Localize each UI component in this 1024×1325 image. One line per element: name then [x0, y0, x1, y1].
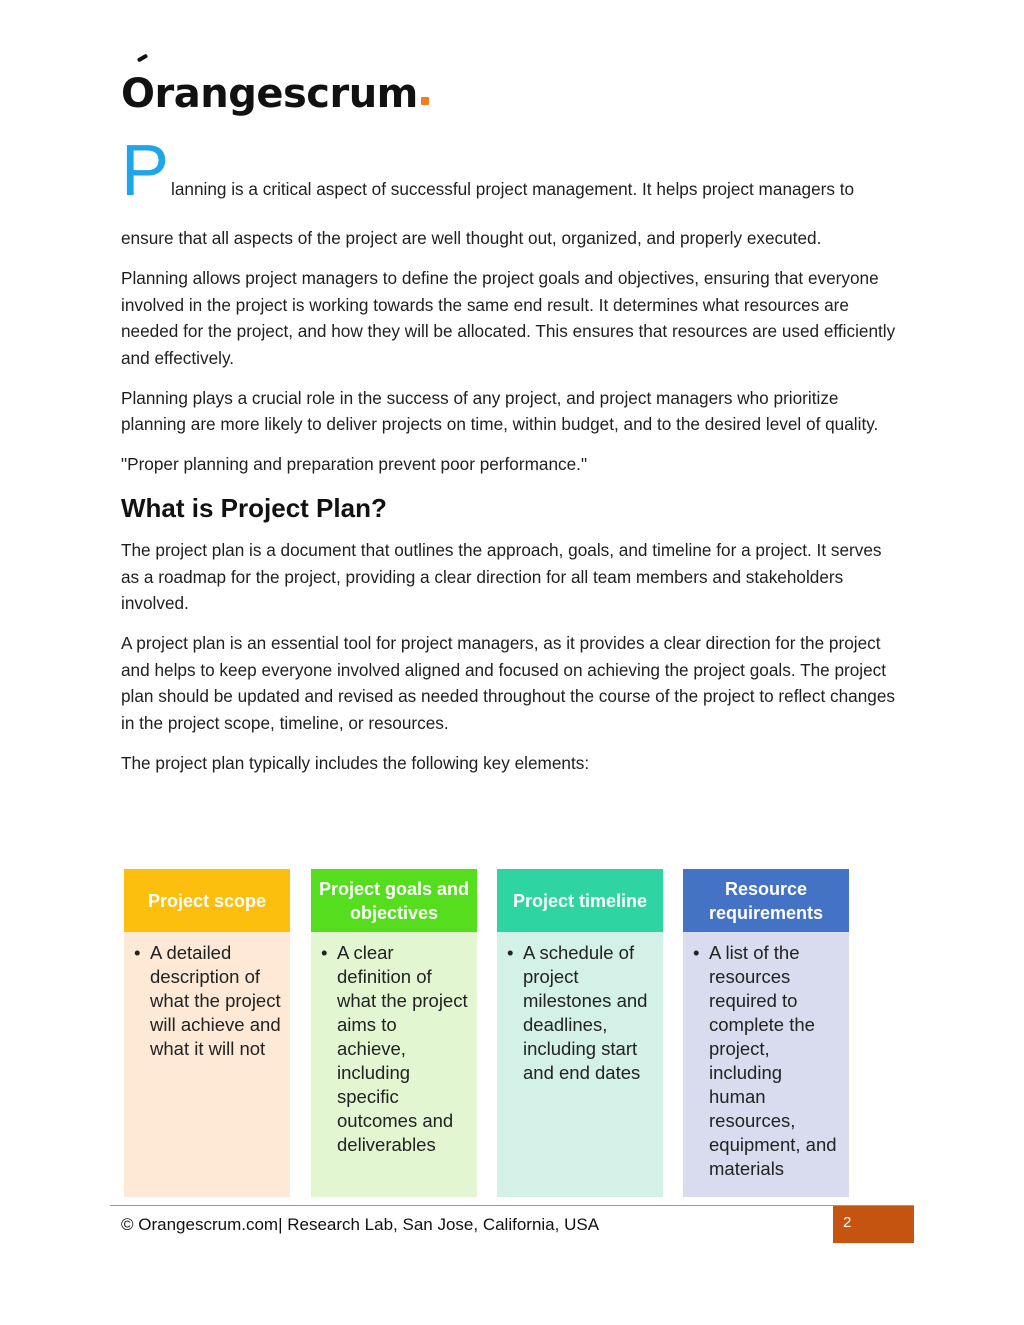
paragraph-key-elements-intro: The project plan typically includes the following key elements:	[121, 752, 590, 773]
quote-paragraph: "Proper planning and preparation prevent poor performance."	[121, 454, 588, 474]
brand-name: Orangescrum	[121, 71, 418, 117]
card-body	[683, 932, 849, 1197]
key-elements-diagram	[124, 869, 850, 1197]
card-text: A schedule of project milestones and deadlines, including start and end dates	[523, 942, 648, 1083]
dropcap-letter: P	[121, 131, 170, 211]
card-bullet-item	[507, 941, 655, 1085]
page-number-badge: 2	[833, 1206, 914, 1243]
card-bullet-item	[693, 941, 841, 1181]
bullet-icon: •	[321, 942, 328, 963]
footer-copyright: © Orangescrum.com| Research Lab, San Jose, California, USA	[121, 1215, 600, 1234]
card-resource-requirements	[683, 869, 849, 1197]
card-text: A list of the resources required to complete the project, including human resources, equipment, and materials	[709, 942, 837, 1179]
card-title: Project timeline	[497, 869, 663, 932]
card-project-timeline	[497, 869, 663, 1197]
paragraph-plan-definition: The project plan is a document that outlines the approach, goals, and timeline for a project. It serves as a roadmap for the project, providing a clear direction for all team members and stakeholders involved.	[121, 540, 882, 613]
card-body	[497, 932, 663, 1197]
card-bullet-item	[321, 941, 469, 1157]
card-title: Project scope	[124, 869, 290, 932]
page-content	[121, 131, 901, 790]
brand-logo	[121, 56, 429, 117]
card-body	[311, 932, 477, 1197]
intro-continuation: ensure that all aspects of the project are well thought out, organized, and properly executed.	[121, 228, 822, 248]
paragraph-planning-goals: Planning allows project managers to define the project goals and objectives, ensuring that everyone involved in the project is working towards the same end result. It determines what resources are needed for the project, and how they will be allocated. This ensures that resources are used efficiently and effectively.	[121, 268, 896, 368]
logo-accent-mark	[137, 54, 149, 63]
intro-first-line	[121, 131, 901, 211]
footer-divider	[110, 1205, 914, 1206]
card-project-goals	[311, 869, 477, 1197]
card-title: Project goals and objectives	[311, 869, 477, 932]
bullet-icon: •	[507, 942, 514, 963]
card-text: A detailed description of what the project will achieve and what it will not	[150, 942, 281, 1059]
card-text: A clear definition of what the project aims to achieve, including specific outcomes and deliverables	[337, 942, 468, 1155]
card-bullet-item	[134, 941, 282, 1061]
card-project-scope	[124, 869, 290, 1197]
bullet-icon: •	[134, 942, 141, 963]
card-title: Resource requirements	[683, 869, 849, 932]
section-heading: What is Project Plan?	[121, 493, 387, 523]
card-body	[124, 932, 290, 1197]
intro-first-line-text: lanning is a critical aspect of successful project management. It helps project managers to	[171, 179, 855, 199]
paragraph-planning-role: Planning plays a crucial role in the success of any project, and project managers who prioritize planning are more likely to deliver projects on time, within budget, and to the desired level of quality.	[121, 387, 879, 434]
paragraph-plan-tool: A project plan is an essential tool for project managers, as it provides a clear direction for the project and helps to keep everyone involved aligned and focused on achieving the project goals. The project plan should be updated and revised as needed throughout the course of the project to reflect changes in the project scope, timeline, or resources.	[121, 633, 895, 733]
bullet-icon: •	[693, 942, 700, 963]
logo-dot	[421, 97, 429, 105]
